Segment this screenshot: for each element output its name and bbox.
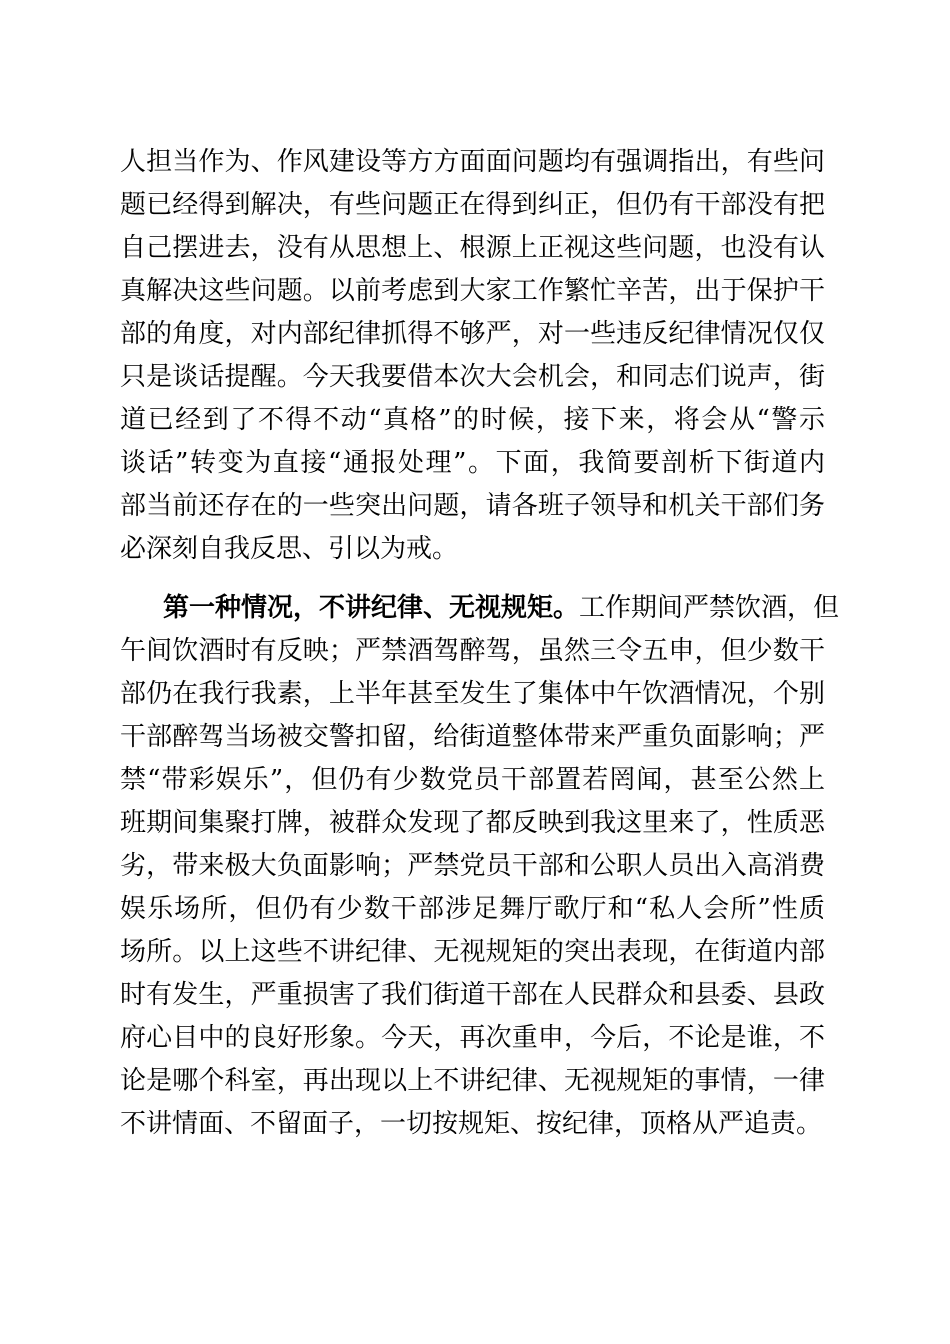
paragraph-2-line-12: 论是哪个科室，再出现以上不讲纪律、无视规矩的事情，一律 (120, 1066, 825, 1096)
paragraph-1-line-3: 自己摆进去，没有从思想上、根源上正视这些问题，也没有认 (120, 233, 825, 263)
paragraph-2-line-8: 娱乐场所，但仍有少数干部涉足舞厅歌厅和“私人会所”性质 (120, 894, 825, 924)
paragraph-2-line-5: 禁“带彩娱乐”，但仍有少数党员干部置若罔闻，甚至公然上 (120, 765, 825, 795)
paragraph-2-line-1 (163, 588, 840, 628)
paragraph-2-line-11: 府心目中的良好形象。今天，再次重申，今后，不论是谁，不 (120, 1023, 825, 1053)
paragraph-2-line-2: 午间饮酒时有反映；严禁酒驾醉驾，虽然三令五申，但少数干 (120, 636, 825, 666)
paragraph-1-line-2: 题已经得到解决，有些问题正在得到纠正，但仍有干部没有把 (120, 190, 825, 220)
paragraph-1-line-8: 谈话”转变为直接“通报处理”。下面，我简要剖析下街道内 (120, 448, 825, 478)
paragraph-2-line-3: 部仍在我行我素，上半年甚至发生了集体中午饮酒情况，个别 (120, 679, 825, 709)
paragraph-1-line-9: 部当前还存在的一些突出问题，请各班子领导和机关干部们务 (120, 491, 825, 521)
paragraph-2-line-6: 班期间集聚打牌，被群众发现了都反映到我这里来了，性质恶 (120, 808, 825, 838)
paragraph-1-line-10: 必深刻自我反思、引以为戒。 (120, 534, 459, 564)
paragraph-2-line-7: 劣，带来极大负面影响；严禁党员干部和公职人员出入高消费 (120, 851, 825, 881)
paragraph-2-first-line-rest: 工作期间严禁饮酒，但 (579, 593, 840, 623)
paragraph-1-line-4: 真解决这些问题。以前考虑到大家工作繁忙辛苦，出于保护干 (120, 276, 825, 306)
paragraph-1-line-7: 道已经到了不得不动“真格”的时候，接下来，将会从“警示 (120, 405, 825, 435)
paragraph-1-line-1: 人担当作为、作风建设等方方面面问题均有强调指出，有些问 (120, 147, 825, 177)
paragraph-2-heading: 第一种情况，不讲纪律、无视规矩。 (163, 593, 580, 623)
paragraph-2-line-10: 时有发生，严重损害了我们街道干部在人民群众和县委、县政 (120, 980, 825, 1010)
paragraph-1-line-5: 部的角度，对内部纪律抓得不够严，对一些违反纪律情况仅仅 (120, 319, 825, 349)
paragraph-2-line-4: 干部醉驾当场被交警扣留，给街道整体带来严重负面影响；严 (120, 722, 825, 752)
paragraph-1-line-6: 只是谈话提醒。今天我要借本次大会机会，和同志们说声，街 (120, 362, 825, 392)
paragraph-2-line-9: 场所。以上这些不讲纪律、无视规矩的突出表现，在街道内部 (120, 937, 825, 967)
paragraph-2-line-13: 不讲情面、不留面子，一切按规矩、按纪律，顶格从严追责。 (120, 1109, 823, 1139)
